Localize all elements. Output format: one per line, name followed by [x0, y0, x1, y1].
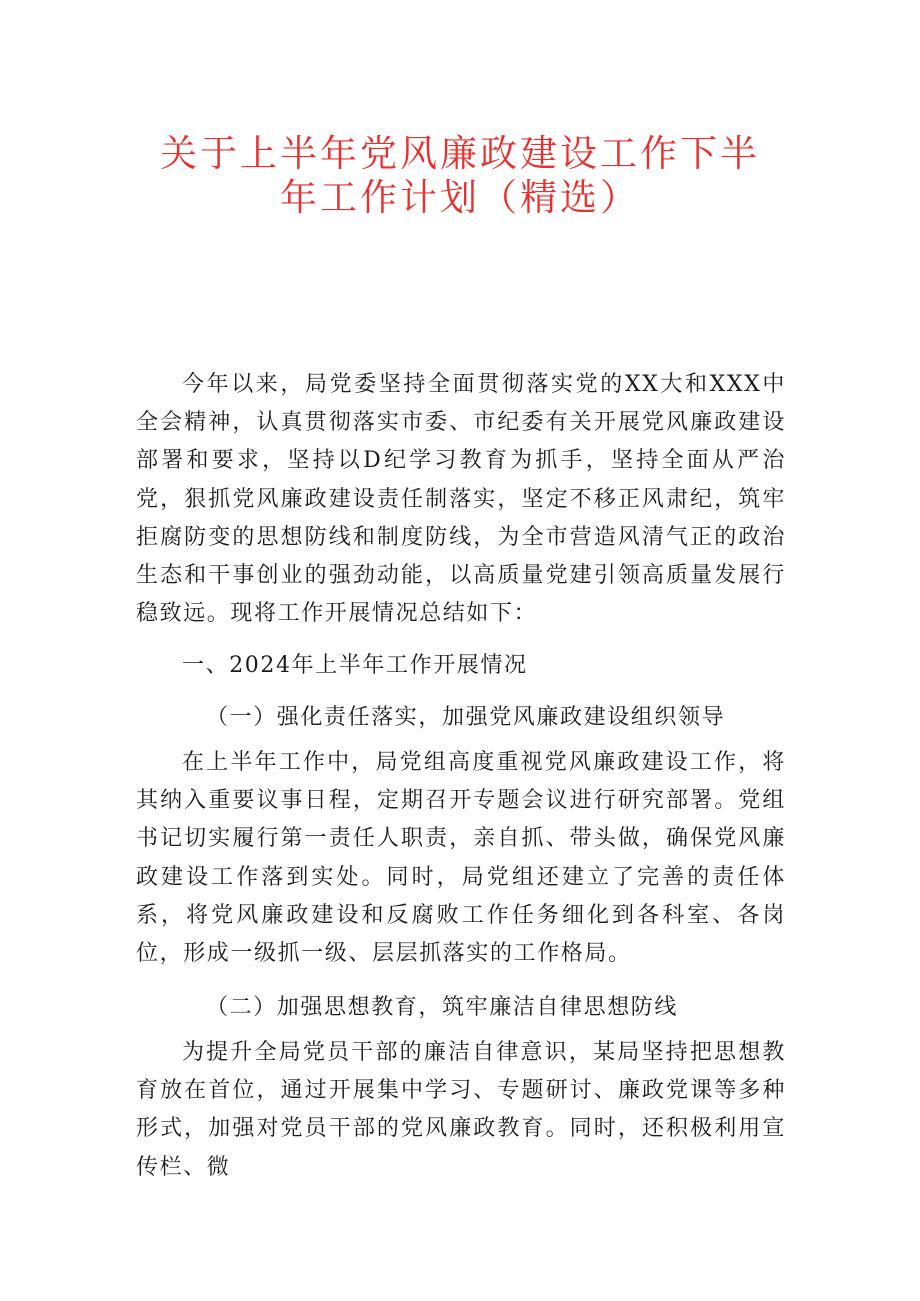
intro-paragraph: 今年以来，局党委坚持全面贯彻落实党的XX大和XXX中全会精神，认真贯彻落实市委、市纪委有关开展党风廉政建设部署和要求，坚持以D纪学习教育为抓手，坚持全面从严治党，狠抓党风廉政建设责任制落实，坚定不移正风肃纪，筑牢拒腐防变的思想防线和制度防线，为全市营造风清气正的政治生态和干事创业的强劲动能，以高质量党建引领高质量发展行稳致远。现将工作开展情况总结如下： [136, 372, 786, 627]
subsection-2-paragraph: 为提升全局党员干部的廉洁自律意识，某局坚持把思想教育放在首位，通过开展集中学习、专题研讨、廉政党课等多种形式，加强对党员干部的党风廉政教育。同时，还积极利用宣传栏、微 [136, 1040, 786, 1180]
section-1-heading: 一、2024年上半年工作开展情况 [182, 653, 528, 678]
subsection-2-heading: （二）加强思想教育，筑牢廉洁自律思想防线 [206, 995, 679, 1020]
subsection-1-paragraph: 在上半年工作中，局党组高度重视党风廉政建设工作，将其纳入重要议事日程，定期召开专题会议进行研究部署。党组书记切实履行第一责任人职责，亲自抓、带头做，确保党风廉政建设工作落到实处。同时，局党组还建立了完善的责任体系，将党风廉政建设和反腐败工作任务细化到各科室、各岗位，形成一级抓一级、层层抓落实的工作格局。 [136, 750, 786, 967]
document-title-line-1: 关于上半年党风廉政建设工作下半 [160, 132, 760, 175]
document-title-line-2: 年工作计划（精选） [280, 176, 640, 219]
subsection-1-heading: （一）强化责任落实，加强党风廉政建设组织领导 [206, 705, 726, 730]
